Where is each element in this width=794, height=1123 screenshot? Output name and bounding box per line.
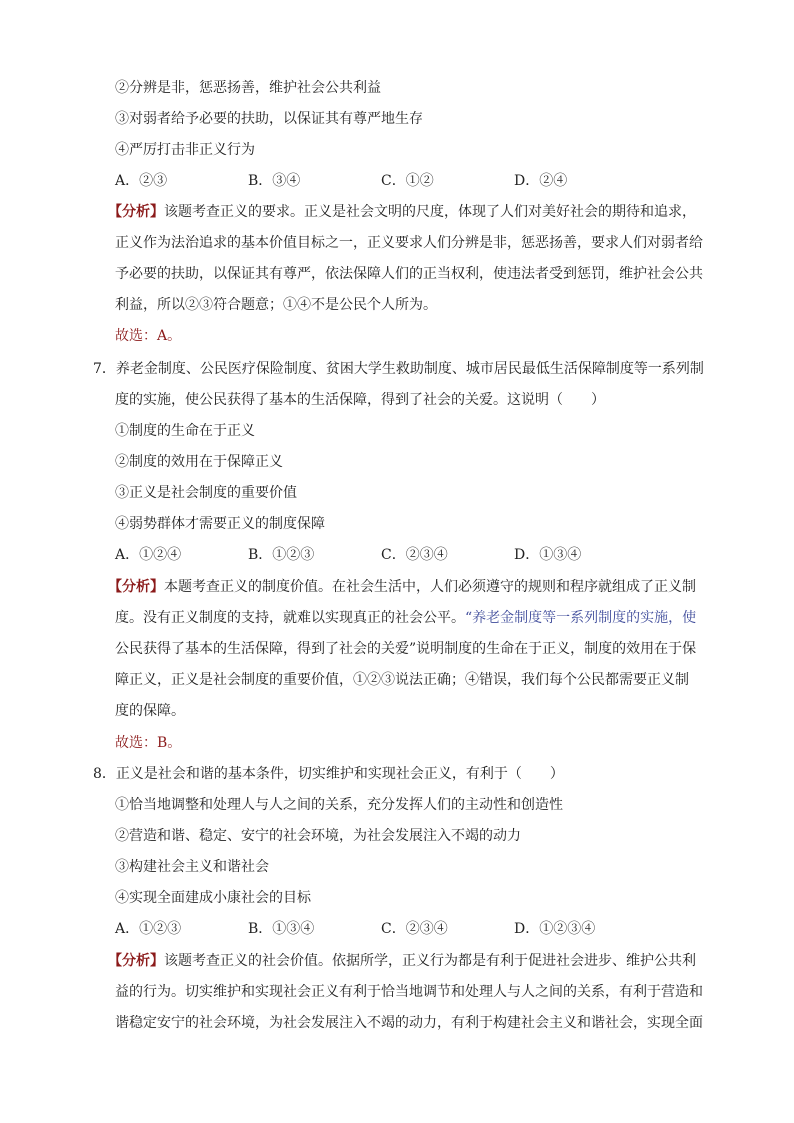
q8-choices bbox=[115, 919, 595, 939]
q6-choices bbox=[115, 171, 567, 191]
q7-option-2: ②制度的效用在于保障正义 bbox=[115, 454, 283, 470]
q8-choice-b: B．①③④ bbox=[248, 921, 315, 937]
q6-choice-a: A．②③ bbox=[115, 173, 168, 189]
q6-choice-c: C．①② bbox=[381, 173, 434, 189]
q6-analysis-line-2: 正义作为法治追求的基本价值目标之一，正义要求人们分辨是非，惩恶扬善，要求人们对弱者给 bbox=[115, 235, 703, 251]
q7-choice-d: D．①③④ bbox=[514, 547, 582, 563]
q6-analysis-line-4: 利益，所以②③符合题意；①④不是公民个人所为。 bbox=[115, 297, 437, 313]
q7-analysis-line-5: 度的保障。 bbox=[115, 703, 185, 719]
q7-choice-a: A．①②④ bbox=[115, 547, 182, 563]
q6-analysis-line-3: 予必要的扶助，以保证其有尊严，依法保障人们的正当权利，使违法者受到惩罚，维护社会公共 bbox=[115, 266, 703, 282]
q8-analysis-line-1: 【分析】该题考查正义的社会价值。依据所学，正义行为都是有利于促进社会进步、维护公共利 bbox=[108, 953, 696, 969]
q8-choice-d: D．①②③④ bbox=[514, 921, 596, 937]
q6-choice-d: D．②④ bbox=[514, 173, 568, 189]
q8-option-3: ③构建社会主义和谐社会 bbox=[115, 859, 269, 875]
q8-choice-c: C．②③④ bbox=[381, 921, 448, 937]
q6-analysis-tag: 【分析】 bbox=[108, 204, 164, 220]
q7-analysis-line-1: 【分析】本题考查正义的制度价值。在社会生活中，人们必须遵守的规则和程序就组成了正义制 bbox=[108, 579, 696, 595]
q7-answer: 故选：B。 bbox=[115, 735, 182, 751]
q7-choice-c: C．②③④ bbox=[381, 547, 448, 563]
q7-analysis-tag: 【分析】 bbox=[108, 579, 164, 595]
q7-stem-line-2: 度的实施，使公民获得了基本的生活保障，得到了社会的关爱。这说明（ ） bbox=[115, 392, 605, 408]
q7-choice-b: B．①②③ bbox=[248, 547, 315, 563]
q8-choice-a: A．①②③ bbox=[115, 921, 182, 937]
q7-option-4: ④弱势群体才需要正义的制度保障 bbox=[115, 516, 325, 532]
q6-option-4: ④严厉打击非正义行为 bbox=[115, 142, 255, 158]
q7-option-3: ③正义是社会制度的重要价值 bbox=[115, 485, 297, 501]
q7-option-1: ①制度的生命在于正义 bbox=[115, 423, 255, 439]
q8-analysis-line-3: 谐稳定安宁的社会环境，为社会发展注入不竭的动力，有利于构建社会主义和谐社会，实现全面 bbox=[115, 1015, 703, 1031]
q8-analysis-line-2: 益的行为。切实维护和实现社会正义有利于恰当地调节和处理人与人之间的关系，有利于营造和 bbox=[115, 984, 703, 1000]
q6-option-2: ②分辨是非，惩恶扬善，维护社会公共利益 bbox=[115, 80, 381, 96]
q6-option-3: ③对弱者给予必要的扶助，以保证其有尊严地生存 bbox=[115, 111, 423, 127]
q6-choice-b: B．③④ bbox=[248, 173, 301, 189]
q6-answer: 故选：A。 bbox=[115, 328, 182, 344]
q7-analysis-line-2: 度。没有正义制度的支持，就难以实现真正的社会公平。“养老金制度等一系列制度的实施，使 bbox=[115, 610, 697, 626]
q7-analysis-quote: “养老金制度等一系列制度的实施，使 bbox=[465, 610, 697, 626]
q7-analysis-line-4: 障正义，正义是社会制度的重要价值，①②③说法正确；④错误，我们每个公民都需要正义制 bbox=[115, 672, 689, 688]
q8-option-1: ①恰当地调整和处理人与人之间的关系，充分发挥人们的主动性和创造性 bbox=[115, 797, 563, 813]
q7-stem-line-1: 7．养老金制度、公民医疗保险制度、贫困大学生救助制度、城市居民最低生活保障制度等一系列制 bbox=[93, 361, 704, 377]
q8-analysis-tag: 【分析】 bbox=[108, 953, 164, 969]
q6-analysis-line-1: 【分析】该题考查正义的要求。正义是社会文明的尺度，体现了人们对美好社会的期待和追求， bbox=[108, 204, 696, 220]
q7-choices bbox=[115, 545, 581, 565]
q7-analysis-line-3: 公民获得了基本的生活保障，得到了社会的关爱”说明制度的生命在于正义，制度的效用在于保 bbox=[115, 641, 697, 657]
q8-stem: 8．正义是社会和谐的基本条件，切实维护和实现社会正义，有利于（ ） bbox=[93, 766, 564, 782]
q8-option-2: ②营造和谐、稳定、安宁的社会环境，为社会发展注入不竭的动力 bbox=[115, 828, 521, 844]
q8-option-4: ④实现全面建成小康社会的目标 bbox=[115, 890, 311, 906]
